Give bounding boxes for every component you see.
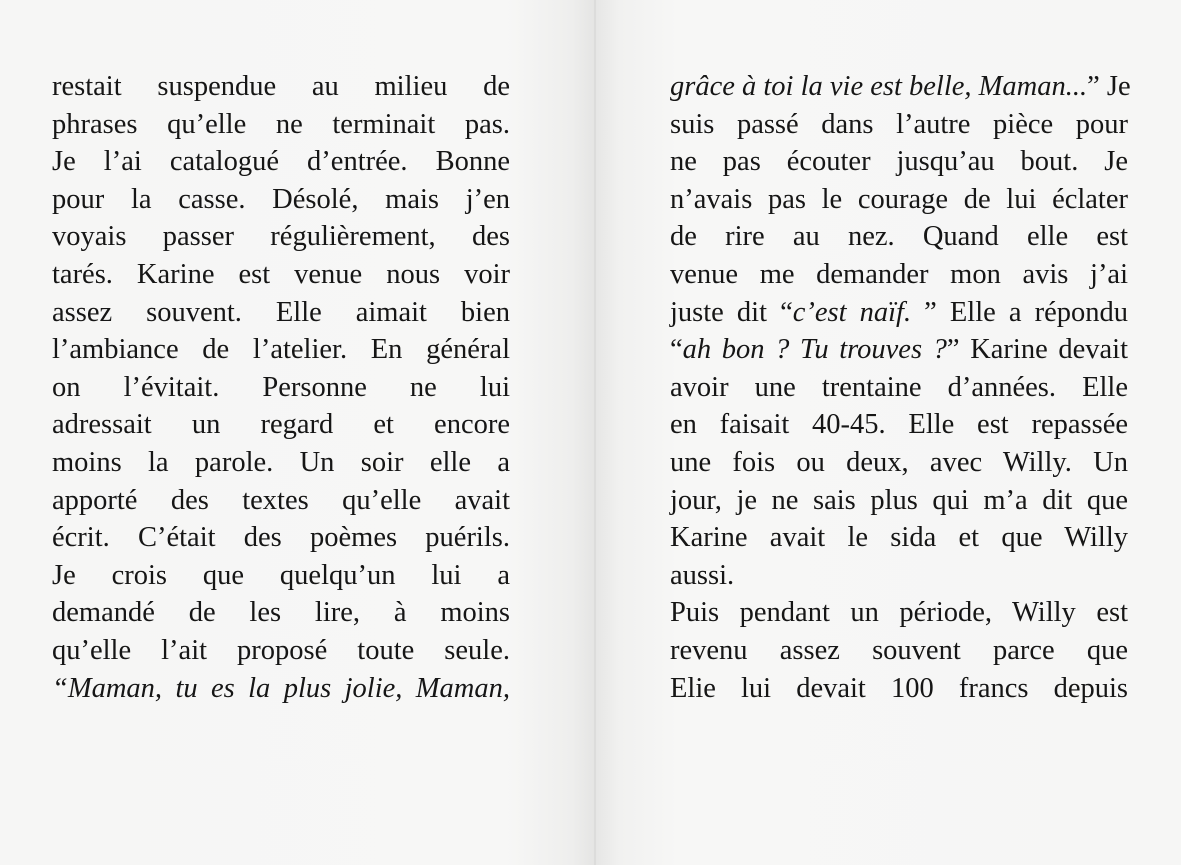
text-run: ” Elle a répondu [911, 296, 1128, 328]
text-line: revenu assez souvent parce que [670, 634, 1128, 666]
text-line: en faisait 40-45. Elle est repassée [670, 409, 1128, 441]
text-line: qu’elle l’ait proposé toute seule. [52, 634, 510, 666]
italic-quote: grâce à toi la vie est belle, Maman... [670, 71, 1088, 102]
text-line: l’ambiance de l’atelier. En général [52, 334, 510, 366]
text-line: demandé de les lire, à moins [52, 597, 510, 629]
text-line: restait suspendue au milieu de [52, 71, 510, 102]
text-line: apporté des textes qu’elle avait [52, 484, 510, 516]
right-page-text [670, 68, 1131, 707]
text-line: venue me demander mon avis j’ai [670, 258, 1128, 290]
text-line: adressait un regard et encore [52, 409, 510, 441]
text-line: Karine avait le sida et que Willy [670, 522, 1128, 554]
text-run: “ [670, 334, 683, 366]
text-line [670, 331, 1128, 369]
text-line [670, 68, 1131, 106]
text-line: assez souvent. Elle aimait bien [52, 296, 510, 328]
text-line-italic: “Maman, tu es la plus jolie, Maman, [52, 672, 510, 704]
text-line: n’avais pas le courage de lui éclater [670, 183, 1128, 215]
text-line: Je l’ai catalogué d’entrée. Bonne [52, 146, 510, 178]
text-line: jour, je ne sais plus qui m’a dit que [670, 484, 1128, 516]
text-line: aussi. [670, 559, 735, 591]
text-line: Puis pendant un période, Willy est [670, 597, 1128, 629]
text-line: de rire au nez. Quand elle est [670, 221, 1128, 253]
text-run: ” Je [1087, 71, 1131, 102]
text-line: tarés. Karine est venue nous voir [52, 258, 510, 290]
right-page [596, 0, 1181, 865]
text-line [670, 294, 1128, 332]
text-line: ne pas écouter jusqu’au bout. Je [670, 146, 1128, 178]
text-line: moins la parole. Un soir elle a [52, 446, 510, 478]
text-line: phrases qu’elle ne terminait pas. [52, 108, 510, 140]
text-line: une fois ou deux, avec Willy. Un [670, 446, 1128, 478]
italic-quote: c’est naïf. [792, 296, 912, 328]
italic-quote: ah bon ? Tu trouves ? [682, 334, 947, 366]
text-line: on l’évitait. Personne ne lui [52, 371, 510, 403]
text-line: voyais passer régulièrement, des [52, 221, 510, 253]
text-line: écrit. C’était des poèmes puérils. [52, 522, 510, 554]
text-run: ” Karine devait [946, 334, 1129, 366]
left-page-text [52, 68, 510, 707]
text-line: Elie lui devait 100 francs depuis [670, 672, 1128, 704]
text-line: suis passé dans l’autre pièce pour [670, 108, 1128, 140]
text-line: avoir une trentaine d’années. Elle [670, 371, 1128, 403]
text-line: pour la casse. Désolé, mais j’en [52, 183, 510, 215]
text-run: juste dit “ [670, 296, 793, 328]
text-line: Je crois que quelqu’un lui a [52, 559, 510, 591]
